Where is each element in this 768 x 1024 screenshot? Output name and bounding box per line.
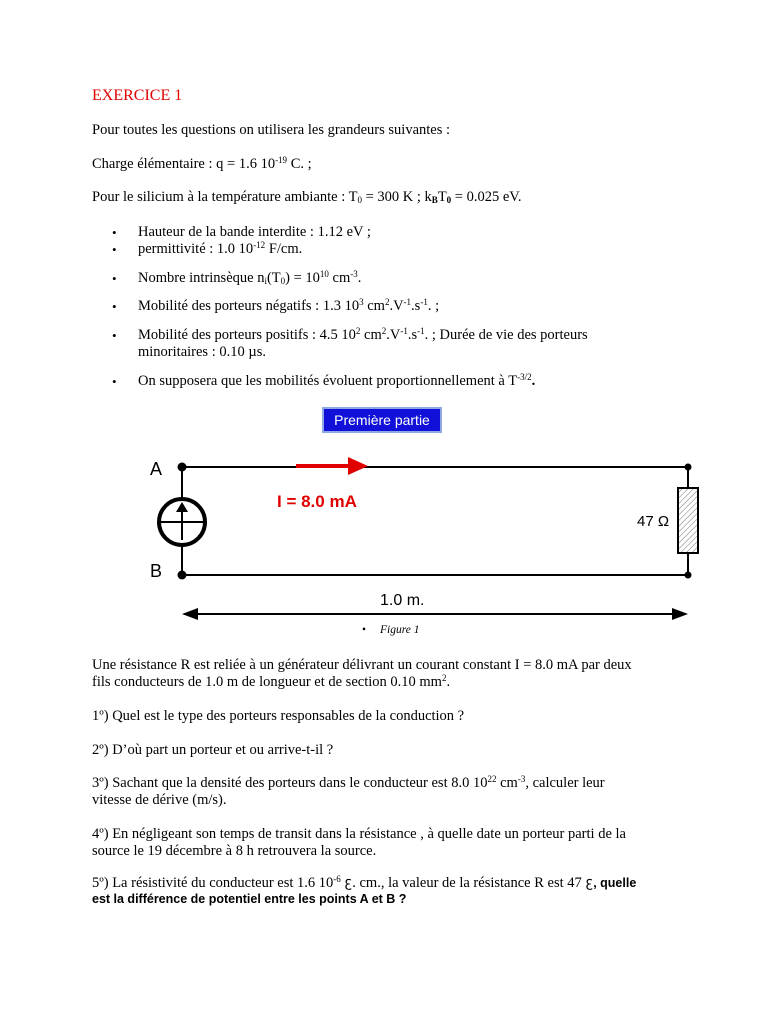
list-item: • Hauteur de la bande interdite : 1.12 eV ;	[112, 224, 371, 241]
silicon-line: Pour le silicium à la température ambiante : $T_0 = 300$ K ; $k_BT_0 = 0.025$ eV.	[92, 189, 522, 205]
question-4: 4º) En négligeant son temps de transit dans la résistance , à quelle date un porteur parti de la source le 19 décembre à 8 h retrouvera la source.	[92, 826, 626, 859]
question-3: 3º) Sachant que la densité des porteurs dans le conducteur est 8.0 $10^{22}$ $cm^{-3}$, calculer leur vitesse de dérive (m/s).	[92, 774, 605, 808]
node-a	[178, 463, 187, 472]
current-arrow-icon	[348, 457, 368, 475]
list-item: • Nombre intrinsèque $n_i(T_0) = 10^{10}$ $cm^{-3}$.	[112, 270, 361, 287]
problem-description: Une résistance R est reliée à un générateur délivrant un courant constant I = 8.0 mA par deux fils conducteurs de 1.0 m de longueur et de section 0.10 $mm^2$.	[92, 657, 632, 690]
list-item: • Mobilité des porteurs positifs : 4.5 $10^2$ $cm^2.V^{-1}.s^{-1}$. ; Durée de vie des porteurs minoritaires : 0.10 µs.	[112, 327, 588, 361]
intro-text: Pour toutes les questions on utilisera les grandeurs suivantes :	[92, 122, 451, 138]
list-item: • On supposera que les mobilités évoluent proportionnellement à $T^{-3/2}$.	[112, 373, 535, 390]
label-b: B	[150, 561, 163, 581]
parameter-list-4	[112, 327, 588, 361]
current-source-icon	[159, 499, 205, 545]
circuit-diagram	[140, 448, 710, 648]
parameter-list	[112, 224, 371, 258]
current-label: I = 8.0 mA	[277, 492, 357, 511]
length-label: 1.0 m.	[380, 592, 425, 609]
charge-line: Charge élémentaire : q = 1.6 $10^{-19}$ C. ;	[92, 155, 312, 172]
parameter-list-5	[112, 373, 535, 390]
figure-caption: • Figure 1	[362, 624, 420, 636]
label-a: A	[150, 459, 163, 479]
dimension-arrow-left-icon	[182, 608, 198, 620]
node-b	[178, 571, 187, 580]
question-1: 1º) Quel est le type des porteurs responsables de la conduction ?	[92, 708, 465, 724]
question-5: 5º) La résistivité du conducteur est 1.6 $10^{-6}$ ꜫ. cm., la valeur de la résistance R est 47 ꜫ, quelle est la différence de potentiel entre les points A et B ?	[92, 874, 637, 906]
dimension-arrow-right-icon	[672, 608, 688, 620]
parameter-list-3	[112, 298, 439, 315]
resistor-icon	[678, 488, 698, 553]
parameter-list-2	[112, 270, 361, 287]
question-2: 2º) D’où part un porteur et ou arrive-t-il ?	[92, 742, 334, 758]
exercise-title: EXERCICE 1	[92, 87, 183, 104]
list-item: • permittivité : 1.0 $10^{-12}$ F/cm.	[112, 241, 371, 258]
list-item: • Mobilité des porteurs négatifs : 1.3 $10^3$ $cm^2.V^{-1}.s^{-1}$. ;	[112, 298, 439, 315]
part-one-banner: Première partie	[322, 407, 442, 433]
resistor-value: 47 Ω	[637, 513, 670, 530]
